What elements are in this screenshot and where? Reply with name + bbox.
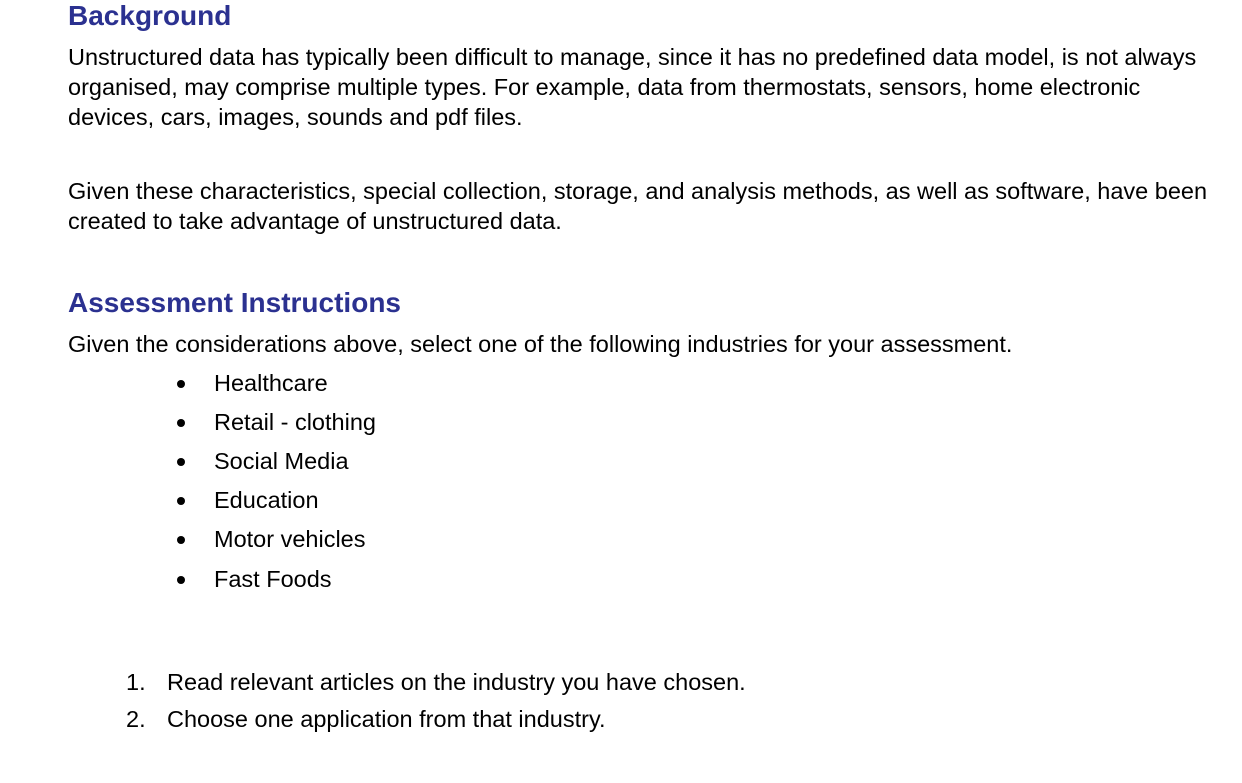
assessment-heading: Assessment Instructions (68, 287, 401, 318)
industry-label: Education (214, 487, 319, 513)
industry-label: Retail - clothing (214, 409, 376, 435)
background-paragraph-2: Given these characteristics, special collection, storage, and analysis methods, as well as software, have been created to take advantage of unstructured data. (68, 178, 1208, 234)
bullet-icon (177, 576, 185, 584)
bullet-icon (177, 536, 185, 544)
bullet-icon (177, 458, 185, 466)
step-number: 1. (126, 669, 146, 695)
bullet-icon (177, 497, 185, 505)
bullet-icon (177, 419, 185, 427)
background-heading: Background (68, 0, 232, 31)
assessment-intro: Given the considerations above, select one of the following industries for your assessment. (68, 331, 1013, 357)
industry-label: Fast Foods (214, 566, 332, 592)
bullet-icon (177, 380, 185, 388)
step-text: Choose one application from that industry. (167, 706, 606, 732)
background-paragraph-1: Unstructured data has typically been difficult to manage, since it has no predefined data model, is not always organised, may comprise multiple types. For example, data from thermostats, sensors, home electronic devices, cars, images, sounds and pdf files. (68, 44, 1197, 130)
step-text: Read relevant articles on the industry you have chosen. (167, 669, 746, 695)
industry-label: Motor vehicles (214, 526, 366, 552)
industry-label: Social Media (214, 448, 349, 474)
step-number: 2. (126, 706, 146, 732)
industry-label: Healthcare (214, 370, 328, 396)
